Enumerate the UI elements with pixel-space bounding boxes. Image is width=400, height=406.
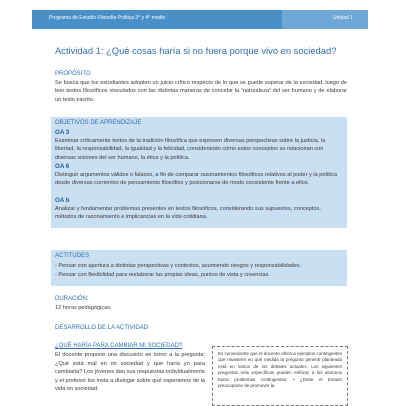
development-line: la pregunta: ¿Qué está mal en mi sociedad y qué haría <box>55 352 205 367</box>
oa-code: OA 3 <box>55 129 70 136</box>
unit-label: Unidad 1 <box>332 15 353 21</box>
attitude-item: - Pensar con apertura a distintas perspectivas y contextos, asumiendo riesgos y responsabilidades. <box>55 263 302 269</box>
purpose-heading: PROPÓSITO <box>55 71 91 77</box>
oa-line: Analizar y fundamentar problemas presentes en textos filosóficos, considerando sus supuestos, <box>55 206 293 212</box>
oa-line: y la política desde diversas corrientes de pensamiento filosófico y posicionarse de modo consistente <box>55 172 338 187</box>
teacher-note-box <box>212 346 348 406</box>
header-program-band <box>32 10 282 29</box>
development-subtitle: ¿QUÉ HARÍA PARA CAMBIAR MI SOCIEDAD? <box>55 343 183 349</box>
note-line: Es conveniente que el docente ofrezca ejemplos <box>218 351 316 356</box>
oa-description <box>55 205 343 222</box>
note-line: contingentes que muestren en qué medida la pregunta <box>218 351 342 363</box>
note-line: general planteada está en varios de los debates actuales. <box>218 357 343 369</box>
oa-code: OA b <box>55 197 70 204</box>
purpose-text <box>55 79 347 104</box>
attitudes-box <box>51 250 347 286</box>
duration-heading: DURACIÓN: <box>55 296 89 302</box>
purpose-line: sociedad, luego de leer textos filosóficos vinculados con las distintas maneras de concebir la “naturaleza” <box>55 80 347 95</box>
oa-line: justicia, la libertad, la responsabilidad, la igualdad y la felicidad, considerando cómo estos conceptos <box>55 138 326 153</box>
oa-line: conceptos, métodos de razonamiento e implicancias en la vida cotidiana. <box>55 206 321 221</box>
note-line: • ¿Debe el Estado preocuparse de promover la <box>218 376 342 389</box>
development-text <box>55 351 205 394</box>
purpose-line: del ser humano y de elaborar un texto escrito. <box>55 88 347 103</box>
note-line: enfocar a los alumnos hacia problemas contingentes: <box>218 370 342 382</box>
note-line: Los siguientes preguntas más específicas pueden <box>218 363 342 376</box>
program-title: Programa de Estudio Filosofía Política 3° y 4° medio <box>49 15 166 21</box>
oa-code: OA 6 <box>55 163 70 170</box>
page-header <box>32 10 368 29</box>
development-line: yo para cambiarla? Los jóvenes dan sus respuestas <box>55 360 205 376</box>
oa-line: Distinguir argumentos válidos o falaces, a fin de comparar razonamientos filosóficos relativos al poder <box>55 172 308 178</box>
development-line: El docente propone una discusión en torno a <box>55 352 173 358</box>
purpose-line: Se busca que los estudiantes adopten un juicio crítico respecto de lo que se puede esperar de la <box>55 80 298 86</box>
oa-line: Examinar críticamente textos de la tradición filosófica que expresen diversas perspectivas sobre la <box>55 138 300 144</box>
development-line: individualmente y el profesor los insta a dialogar <box>55 369 205 384</box>
oa-description <box>55 137 343 162</box>
duration-value: 12 horas pedagógicas. <box>55 305 112 311</box>
oa-line: frente a ellos. <box>275 180 310 187</box>
oa-description <box>55 171 343 188</box>
development-line: sobre qué esperamos de la vida en sociedad. <box>55 377 206 393</box>
attitude-item: - Pensar con flexibilidad para reelaborar las propias ideas, puntos de vista y creencias. <box>55 272 270 278</box>
development-heading: DESARROLLO DE LA ACTIVIDAD <box>55 325 149 331</box>
attitudes-heading: ACTITUDES <box>55 253 90 259</box>
oa-line: se relacionan con diversas visiones del ser humano, la ética y la política. <box>55 146 324 161</box>
objectives-heading: OBJETIVOS DE APRENDIZAJE <box>55 120 142 126</box>
objectives-box <box>51 117 347 228</box>
activity-title: Actividad 1: ¿Qué cosas haría si no fuera porque vivo en sociedad? <box>55 45 337 56</box>
